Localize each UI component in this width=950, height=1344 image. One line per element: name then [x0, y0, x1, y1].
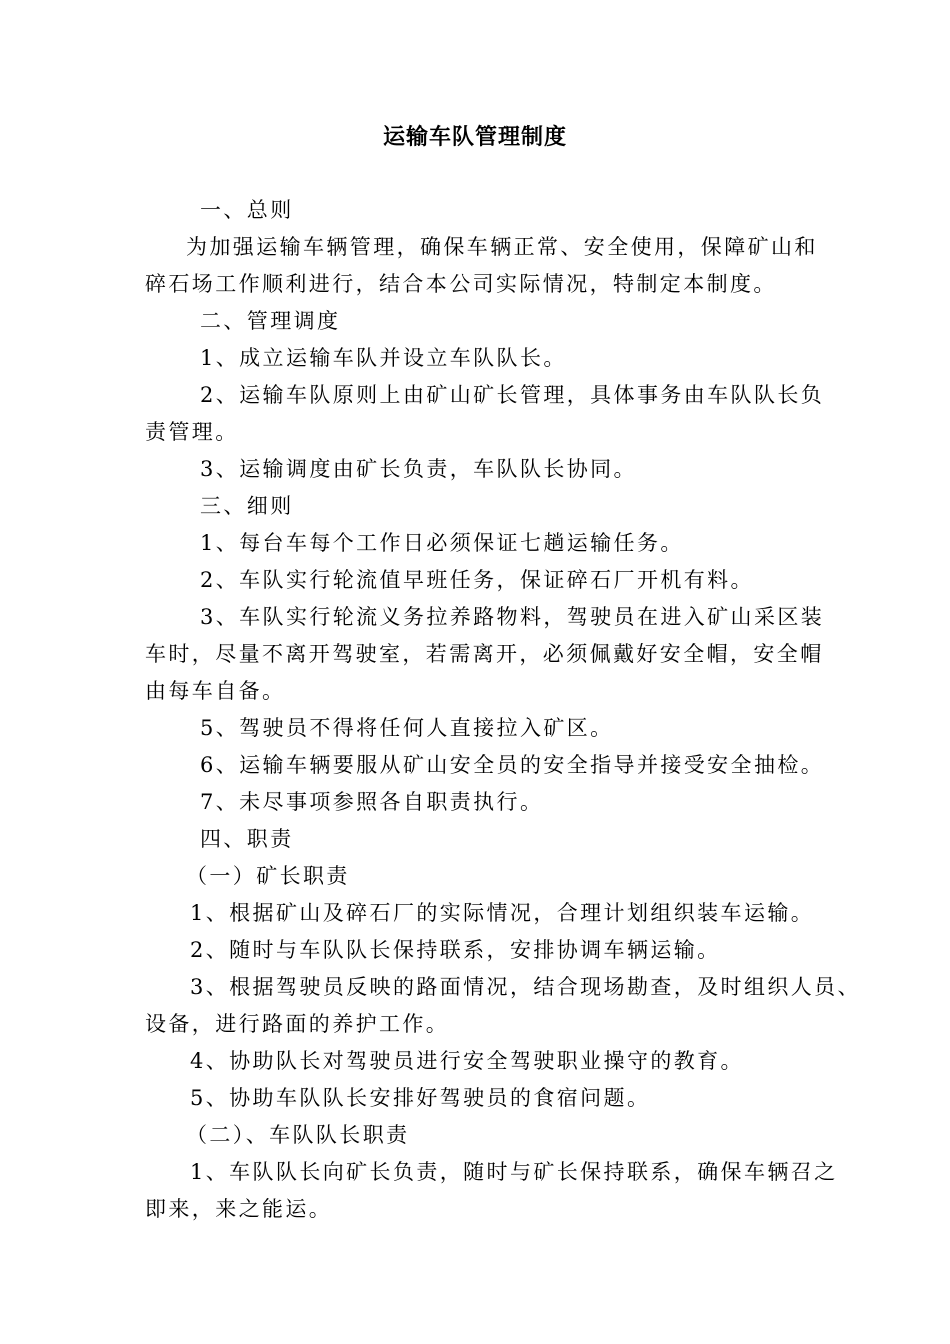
- paragraph-line: 1、根据矿山及碎石厂的实际情况，合理计划组织装车运输。: [190, 901, 815, 925]
- document-title: 运输车队管理制度: [382, 125, 567, 150]
- paragraph-line: 5、驾驶员不得将任何人直接拉入矿区。: [200, 716, 614, 740]
- paragraph-line: 4、协助队长对驾驶员进行安全驾驶职业操守的教育。: [190, 1049, 744, 1073]
- paragraph-line: 2、运输车队原则上由矿山矿长管理，具体事务由车队队长负: [200, 383, 825, 407]
- subsection-heading-team-leader: （二）、车队队长职责: [186, 1123, 410, 1147]
- paragraph-line: 2、车队实行轮流值早班任务，保证碎石厂开机有料。: [200, 568, 754, 592]
- paragraph-line: 3、运输调度由矿长负责，车队队长协同。: [200, 457, 637, 481]
- section-heading-duties: 四、职责: [200, 827, 294, 851]
- paragraph-line: 即来，来之能运。: [145, 1197, 333, 1221]
- section-heading-general: 一、总则: [200, 198, 294, 222]
- paragraph-line: 2、随时与车队队长保持联系，安排协调车辆运输。: [190, 938, 721, 962]
- paragraph-line: 1、车队队长向矿长负责，随时与矿长保持联系，确保车辆召之: [190, 1160, 838, 1184]
- paragraph-line: 责管理。: [145, 420, 239, 444]
- paragraph-line: 碎石场工作顺利进行，结合本公司实际情况，特制定本制度。: [145, 272, 777, 296]
- paragraph-line: 5、协助车队队长安排好驾驶员的食宿问题。: [190, 1086, 651, 1110]
- paragraph-line: 车时，尽量不离开驾驶室，若需离开，必须佩戴好安全帽，安全帽: [145, 642, 824, 666]
- paragraph-line: 3、车队实行轮流义务拉养路物料，驾驶员在进入矿山采区装: [200, 605, 825, 629]
- paragraph-line: 设备，进行路面的养护工作。: [145, 1012, 450, 1036]
- paragraph-line: 1、每台车每个工作日必须保证七趟运输任务。: [200, 531, 684, 555]
- subsection-heading-mine-manager: （一）矿长职责: [186, 864, 350, 888]
- section-heading-rules: 三、细则: [200, 494, 294, 518]
- paragraph-line: 为加强运输车辆管理，确保车辆正常、安全使用，保障矿山和: [186, 235, 818, 259]
- paragraph-line: 6、运输车辆要服从矿山安全员的安全指导并接受安全抽检。: [200, 753, 825, 777]
- paragraph-line: 7、未尽事项参照各自职责执行。: [200, 790, 544, 814]
- section-heading-dispatch: 二、管理调度: [200, 309, 341, 333]
- paragraph-line: 1、成立运输车队并设立车队队长。: [200, 346, 567, 370]
- paragraph-line: 由每车自备。: [145, 679, 286, 703]
- paragraph-line: 3、根据驾驶员反映的路面情况，结合现场勘查，及时组织人员、: [190, 975, 861, 999]
